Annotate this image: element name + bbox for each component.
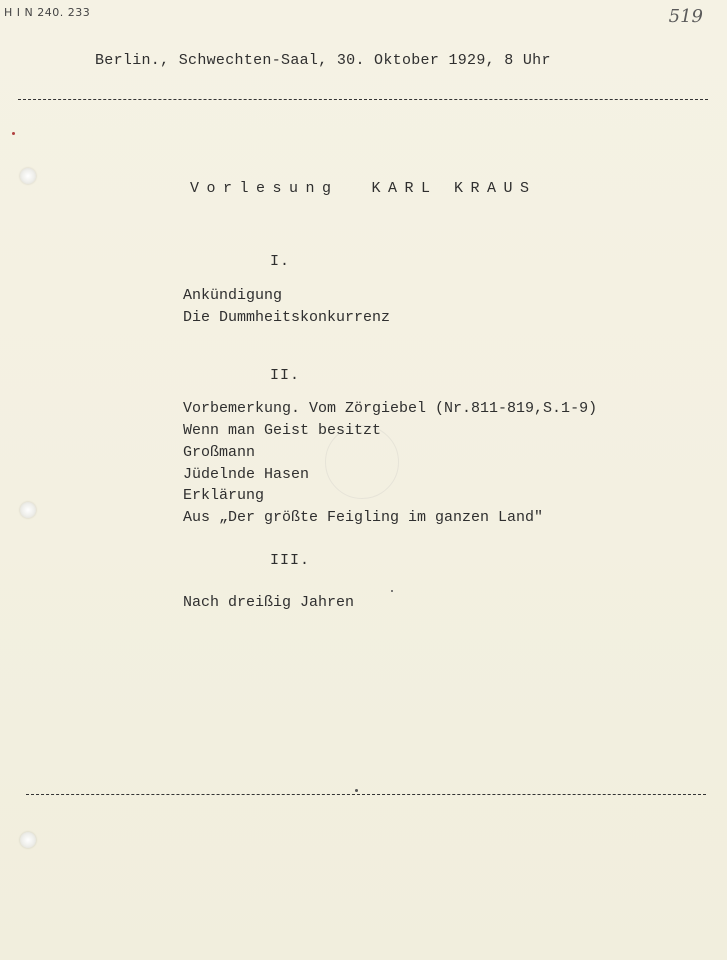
punch-hole-icon [20, 502, 36, 518]
program-item: Ankündigung [183, 287, 283, 304]
ink-speck [12, 132, 15, 135]
section-numeral: III. [270, 552, 311, 569]
program-item: Jüdelnde Hasen [183, 466, 310, 483]
folio-number: 519 [668, 6, 703, 27]
punch-hole-icon [20, 168, 36, 184]
top-divider [18, 99, 708, 100]
section-numeral: I. [270, 253, 291, 270]
program-item: Erklärung [183, 487, 265, 504]
program-item: Die Dummheitskonkurrenz [183, 309, 391, 326]
program-title: Vorlesung KARL KRAUS [190, 180, 537, 197]
program-item: Aus „Der größte Feigling im ganzen Land" [183, 509, 544, 526]
program-item: Großmann [183, 444, 256, 461]
program-item: Wenn man Geist besitzt [183, 422, 382, 439]
archive-reference: H I N 240. 233 [4, 6, 91, 19]
event-header: Berlin., Schwechten-Saal, 30. Oktober 1929, 8 Uhr [95, 52, 551, 69]
program-item: Vorbemerkung. Vom Zörgiebel (Nr.811-819,S.1-9) [183, 400, 598, 417]
punch-hole-icon [20, 832, 36, 848]
ink-speck [391, 590, 393, 592]
section-numeral: II. [270, 367, 301, 384]
program-item: Nach dreißig Jahren [183, 594, 355, 611]
ink-speck [355, 789, 358, 792]
bottom-divider [26, 794, 706, 795]
faint-stamp-mark [325, 425, 399, 499]
